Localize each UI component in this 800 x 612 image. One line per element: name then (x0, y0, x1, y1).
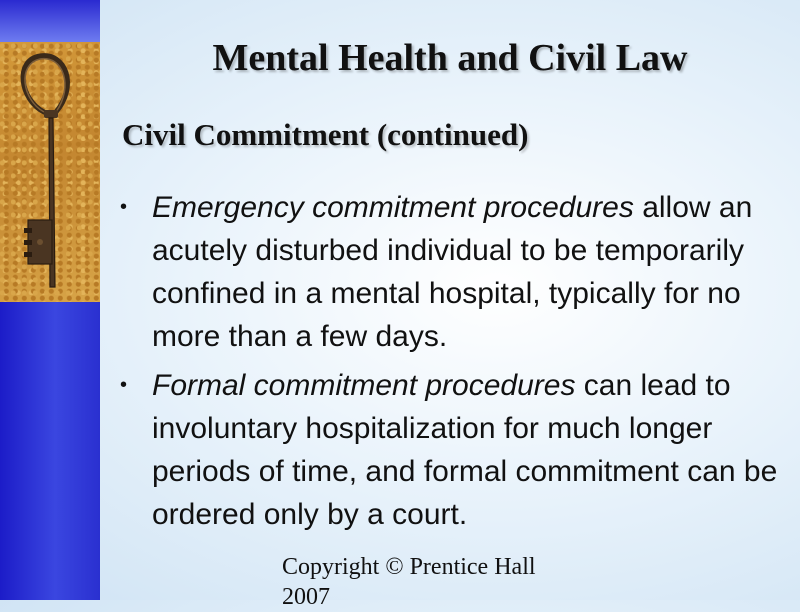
bullet-list (120, 186, 790, 542)
bullet-text: allow an acutely disturbed individual to be temporarily confined in a mental hospital, typically for no more than a few days. (152, 191, 753, 353)
slide-title: Mental Health and Civil Law (212, 37, 688, 79)
bullet-text: can lead to involuntary hospitalization for much longer periods of time, and formal commitment can be ordered only by a court. (152, 369, 778, 531)
copyright-notice: Copyright © Prentice Hall 2007 (282, 554, 536, 610)
left-blue-band (0, 0, 100, 600)
bullet-icon: • (120, 196, 128, 218)
bullet-icon: • (120, 374, 128, 396)
bullet-item (120, 186, 790, 358)
bullet-term: Emergency commitment procedures (152, 191, 634, 224)
bullet-item (120, 364, 790, 536)
band-top-strip (0, 0, 100, 42)
antique-key-icon (0, 42, 100, 302)
key-photo (0, 42, 100, 302)
slide-subtitle: Civil Commitment (continued) (122, 117, 529, 152)
bullet-term: Formal commitment procedures (152, 369, 576, 402)
